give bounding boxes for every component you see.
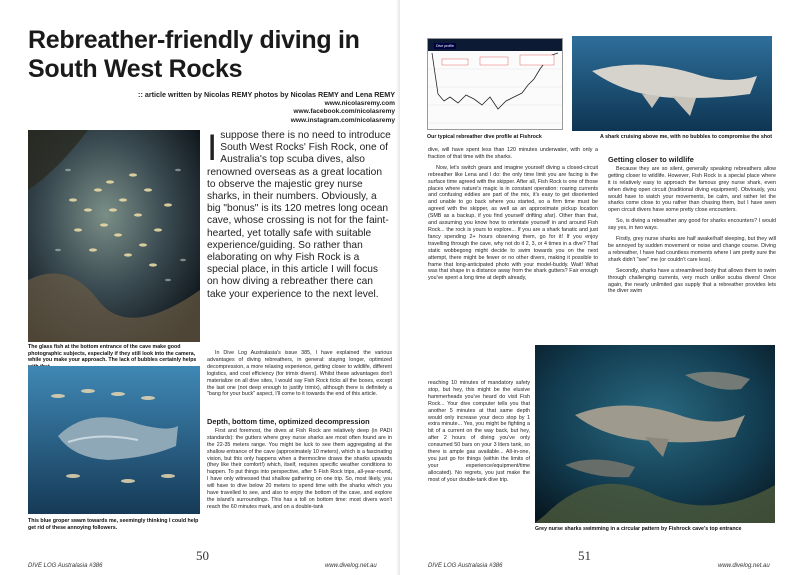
chart-caption: Our typical rebreather dive profile at Fishrock [427, 134, 542, 140]
left-body-column [207, 350, 392, 403]
shark-circle-caption: Grey nurse sharks swimming in a circular pattern by Fishrock cave's top entrance [535, 526, 742, 532]
groper-illustration [28, 366, 200, 514]
shark-circle-photo [535, 345, 775, 523]
subhead-wildlife: Getting closer to wildlife [608, 155, 694, 164]
article-title: Rebreather-friendly diving in South West Rocks [28, 26, 360, 83]
right-folio: DIVE LOG Australasia #386 [428, 563, 503, 569]
author-links [220, 100, 395, 125]
byline: :: article written by Nicolas REMY photos by Nicolas REMY and Lena REMY [138, 90, 395, 99]
r-col1-p1: dive, will have spent less than 120 minutes underwater, with only a fraction of that time with the sharks. [428, 147, 598, 160]
shark-circle-illustration [535, 345, 775, 523]
r-col2-p2: So, is diving a rebreather any good for sharks encounters? I would say yes, in two ways. [608, 218, 776, 232]
left-body-column-2 [207, 419, 392, 511]
shark-top-caption: A shark cruising above me, with no bubbles to compromise the shot [600, 134, 772, 140]
r-col1-p2: Now, let's switch gears and imagine yourself diving a closed-circuit rebreather like Lena and I do: the only time limit you are facing is the surface time agreed with the skipper. After all, Fish Rock is one of those places where nature's magic is in constant operation: roaring currents and confusing eddies are part of the mix, it's easy to get disoriented and unable to go back where you started, so a firm time must be agreed with the skipper, as well as an approximate pickup location (SMB as a backup, if you find yourself drifting afar). Other than that, and assuming you know how to orientate yourself in and around Fish Rock... the rock is yours to explore... If you are a shark fanatic and just fancy spending 2+ hours observing them, go for it! If you enjoy travelling through the cave, why not do it 2, 3, or 4 times in a dive? That static wobbegong might decide to swim towards you on the next attempt, there might be fewer or no other divers, making it possible to frame that long-anticipated photo with your model-buddy. Wait! What was that shape in a distance away from the shark gutters? Fair enough you've spent a long time at depth already, [428, 164, 598, 282]
right-col-2 [608, 157, 776, 295]
glassfish-photo [28, 130, 200, 342]
chart-title: Dive profile [436, 44, 454, 48]
link-instagram[interactable]: www.instagram.com/nicolasremy [290, 116, 395, 124]
right-site[interactable]: www.divelog.net.au [718, 563, 770, 569]
r-col2-p3: Firstly, grey nurse sharks are half awake/half sleeping, but they will be annoyed by sudden movement or noise and change course. Diving a rebreather, I have had countless moments where I am pretty sure the shark didn't "see" me (or couldn't care less). [608, 236, 776, 263]
shark-above-illustration [572, 36, 772, 131]
drop-cap: I [207, 127, 218, 168]
right-page-number: 51 [578, 548, 591, 563]
right-col-1-narrow [428, 380, 530, 484]
left-site[interactable]: www.divelog.net.au [325, 563, 377, 569]
r-col2-p4: Secondly, sharks have a streamlined body that allows them to swim through challenging currents, very much unlike scuba divers! Once again, the nearly unlimited gas supply that a rebreather provides lets the diver swim [608, 267, 776, 295]
intro-text: suppose there is no need to introduce South West Rocks' Fish Rock, one of Australia's top scuba dives, also renowned overseas as a great location to observe the majestic grey nurse sharks, in their numbers. Obviously, a big "bonus" is its 120 metres long ocean cave, whose crossing is not for the faint-hearted, yet totally safe with suitable experience/guiding. So rather than elaborating on why Fish Rock is a special place, in this article I will focus on how diving a rebreather there can take your experience to the next level. [207, 130, 391, 300]
glassfish-caption: The glass fish at the bottom entrance of the cave make good photographic subjects, especially if they still look into the camera, while you make your approach. The lack of bubbles certainly helps [28, 344, 197, 364]
link-website[interactable]: www.nicolasremy.com [324, 100, 395, 107]
dive-profile-graph [428, 39, 562, 129]
groper-photo [28, 366, 200, 514]
r-col1-p3: reaching 10 minutes of mandatory safety stop, but hey, this might be the elusive hammerheads you've heard do visit Fish Rock... Your dive computer tells you that another 5 minutes at that same depth would only increase your deco stop by 1 extra minute... Yes, you might be fighting a bit of a current on the way back, but hey, after 2 hours of diving you've only consumed 50 bars on your 3 liters tank, so there is ample gas available... All-in-one, you just go for things (within the limits of your experience/equipment/time allocated). No regrets, you just make the most of your double-tank dive trip. [428, 380, 530, 483]
shark-above-photo [572, 36, 772, 131]
link-facebook[interactable]: www.facebook.com/nicolasremy [293, 108, 395, 116]
left-page-number: 50 [196, 548, 209, 563]
dive-profile-chart [427, 38, 563, 130]
paragraph-2: First and foremost, the dives at Fish Rock are relatively deep (in PADI standards): the gutters where grey nurse sharks are most often found are in the 22-35 meters range. You might be luck to see them aggregating at the shallow entrance of the cave (approximately 10 meters), which is a fascinating vision, but this only happens when a thermocline draws the sharks upwards (they like their comfort!) which, itself, requires specific weather conditions to happen. To put things into perspective, after 5 Fish Rock trips, all-year-round, I have only witnessed that shallow gathering on one trip. So, most likely, you will have to dive below 20 meters to spend time with the sharks which you have travelled to see, and also to enjoy the bottom of the cave, and explore the island's surroundings. This has a toll on bottom time: most divers won't reach the 60 minutes mark, and on a double-tank [207, 427, 392, 510]
intro-paragraph [207, 127, 392, 301]
glassfish-illustration [28, 130, 200, 342]
left-folio: DIVE LOG Australasia #386 [28, 563, 103, 569]
r-col2-p1: Because they are so silent, generally speaking rebreathers allow getting closer to wildlife. However, Fish Rock is a special place where it is relatively easy to approach the famous grey nurse shark, even when diving open circuit (traditional diving equipment). Obviously, you would have to watch your movements, be calm, and rather let the sharks come close to you rather than chasing them, but I have seen open circuit divers have some pretty close encounters. [608, 165, 776, 214]
groper-caption: This blue groper swam towards me, seemingly thinking I could help get rid of these annoying followers. [28, 518, 199, 531]
paragraph-1: In Dive Log Australasia's issue 385, I have explained the various advantages of diving rebreathers, in general: staying longer, optimized decompression, a more relaxing experience, getting closer to wildlife, different logistics, and cost efficiency (for trimix divers). Whilst these advantages don't materialize on all dive sites, I would say Fish Rock ticks all the boxes, except the last one (not deep enough to justify trimix), although there is definitely a "bang for your buck" aspect, I'll come to it towards the end of this article. [207, 350, 392, 398]
subhead-depth: Depth, bottom time, optimized decompression [207, 417, 370, 426]
right-col-1 [428, 147, 598, 282]
